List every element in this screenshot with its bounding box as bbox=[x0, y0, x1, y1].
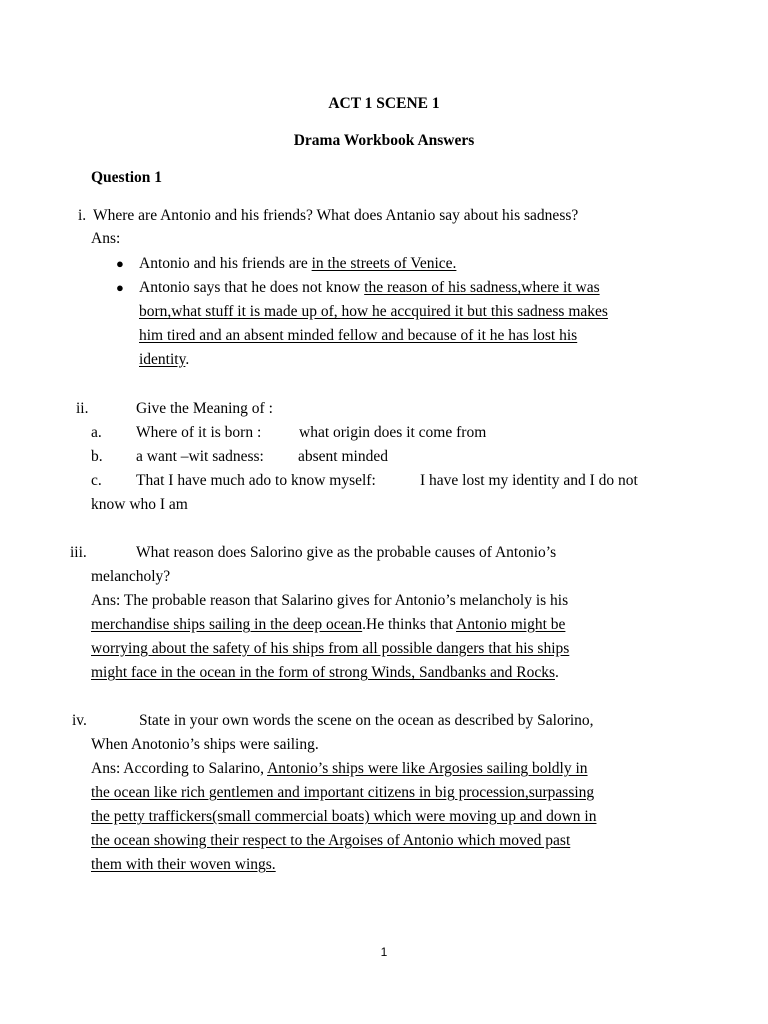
q1-b2-underlined-2: born,what stuff it is made up of, how he accquired it but this sadness makes bbox=[139, 303, 608, 320]
bullet-icon: ● bbox=[116, 256, 124, 271]
q2-b-letter: b. bbox=[91, 448, 103, 465]
q4-ans1-underlined: Antonio’s ships were like Argosies sailing boldly in bbox=[267, 760, 588, 777]
q4-number: iv. bbox=[72, 712, 87, 729]
q2-b-term: a want –wit sadness: bbox=[136, 448, 264, 465]
q1-b2-underlined-3: him tired and an absent minded fellow and because of it he has lost his bbox=[139, 327, 578, 344]
question-heading: Question 1 bbox=[91, 169, 163, 186]
q2-number: ii. bbox=[76, 400, 89, 417]
q3-ans2-underlined-2: Antonio might be bbox=[456, 616, 566, 633]
q2-a-letter: a. bbox=[91, 424, 102, 441]
q2-text: Give the Meaning of : bbox=[136, 400, 273, 417]
q2-a-term: Where of it is born : bbox=[136, 424, 262, 441]
q3-text-2: melancholy? bbox=[91, 568, 171, 585]
q4-answer-1 bbox=[91, 759, 588, 779]
bullet-icon: ● bbox=[116, 280, 124, 295]
q1-b1-prefix: Antonio and his friends are bbox=[139, 255, 312, 272]
q1-b2-underlined-4: identity bbox=[139, 351, 186, 368]
q3-ans2-mid: .He thinks that bbox=[362, 616, 457, 633]
q1-b2-prefix: Antonio says that he does not know bbox=[139, 279, 365, 296]
q4-text-1: State in your own words the scene on the ocean as described by Salorino, bbox=[139, 712, 594, 729]
q2-c-continued: know who I am bbox=[91, 496, 188, 513]
q1-bullet-2-line-4 bbox=[139, 350, 189, 370]
q2-c-meaning: I have lost my identity and I do not bbox=[420, 472, 638, 489]
q3-ans4-underlined: might face in the ocean in the form of strong Winds, Sandbanks and Rocks bbox=[91, 664, 555, 681]
q1-b2-underlined-1: the reason of his sadness,where it was bbox=[364, 279, 600, 296]
q1-b2-end: . bbox=[185, 351, 190, 368]
q2-c-term: That I have much ado to know myself: bbox=[136, 472, 376, 489]
q3-answer-3: worrying about the safety of his ships from all possible dangers that his ships bbox=[91, 640, 570, 657]
q4-answer-2: the ocean like rich gentlemen and important citizens in big procession,surpassing bbox=[91, 784, 595, 801]
q4-text-2: When Anotonio’s ships were sailing. bbox=[91, 736, 319, 753]
page-title: ACT 1 SCENE 1 bbox=[328, 95, 440, 112]
q1-text: Where are Antonio and his friends? What does Antanio say about his sadness? bbox=[93, 207, 579, 224]
q4-ans1-prefix: Ans: According to Salarino, bbox=[91, 760, 268, 777]
q3-ans4-end: . bbox=[555, 664, 559, 681]
q3-answer-2 bbox=[91, 615, 565, 635]
q3-number: iii. bbox=[70, 544, 87, 561]
page-subtitle: Drama Workbook Answers bbox=[293, 132, 475, 149]
q1-b1-underlined: in the streets of Venice. bbox=[311, 255, 457, 272]
q1-bullet-2-line-1 bbox=[139, 278, 600, 298]
q4-answer-4: the ocean showing their respect to the Argoises of Antonio which moved past bbox=[91, 832, 571, 849]
q3-text-1: What reason does Salorino give as the probable causes of Antonio’s bbox=[136, 544, 557, 561]
q3-ans2-underlined: merchandise ships sailing in the deep ocean bbox=[91, 616, 363, 633]
q1-ans-label: Ans: bbox=[91, 230, 121, 247]
q4-answer-3: the petty traffickers(small commercial boats) which were moving up and down in bbox=[91, 808, 597, 825]
page-number: 1 bbox=[380, 945, 388, 959]
q3-answer-4 bbox=[91, 663, 559, 683]
q1-bullet-1 bbox=[139, 254, 456, 274]
q3-answer-1: Ans: The probable reason that Salarino gives for Antonio’s melancholy is his bbox=[91, 592, 569, 609]
q1-number: i. bbox=[78, 207, 87, 224]
q2-c-letter: c. bbox=[91, 472, 102, 489]
q2-a-meaning: what origin does it come from bbox=[299, 424, 487, 441]
q4-answer-5: them with their woven wings. bbox=[91, 856, 276, 873]
q2-b-meaning: absent minded bbox=[298, 448, 388, 465]
